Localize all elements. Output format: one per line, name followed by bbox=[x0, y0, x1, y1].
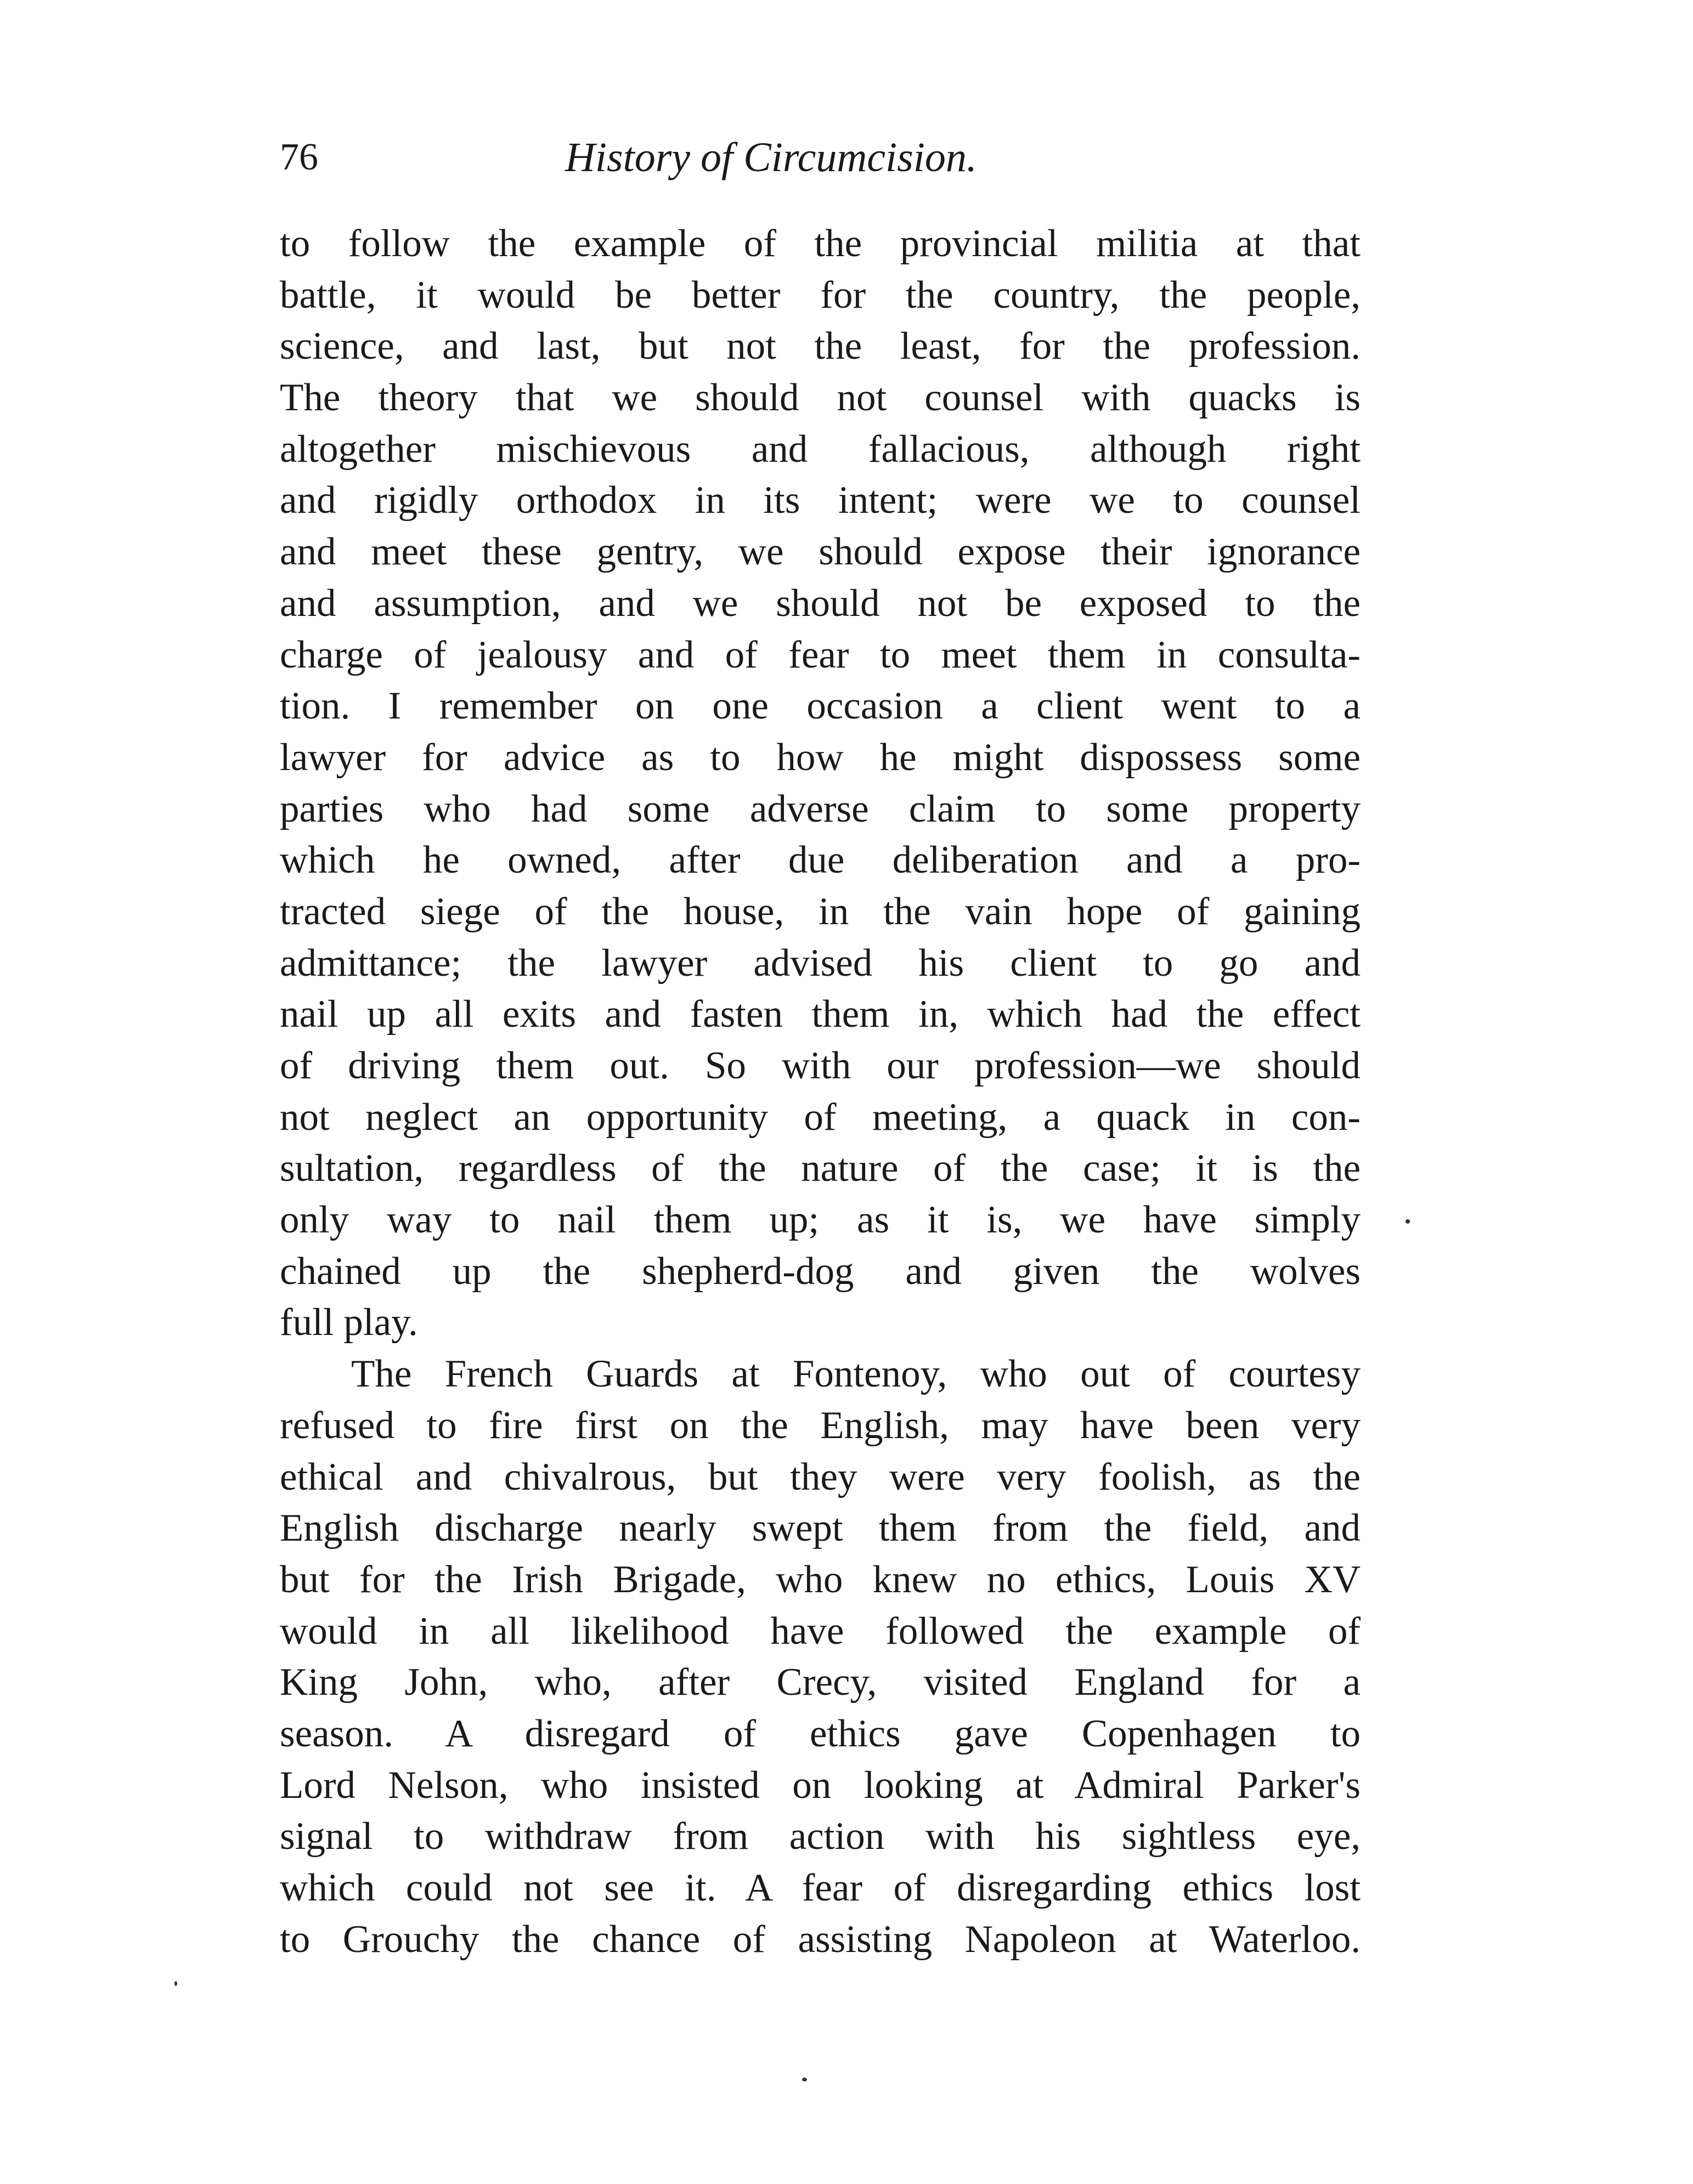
text-line: parties who had some adverse claim to some property bbox=[280, 787, 1361, 830]
text-line: King John, who, after Crecy, visited England for a bbox=[280, 1661, 1361, 1704]
text-line: chained up the shepherd-dog and given the wolves bbox=[280, 1249, 1361, 1293]
text-line: full play. bbox=[280, 1301, 418, 1344]
text-line: ethical and chivalrous, but they were very foolish, as the bbox=[280, 1455, 1361, 1498]
text-line: and assumption, and we should not be exposed to the bbox=[280, 581, 1361, 625]
ink-speck bbox=[1406, 1219, 1410, 1224]
running-title: History of Circumcision. bbox=[565, 134, 977, 180]
text-line: and meet these gentry, we should expose their ignorance bbox=[280, 530, 1361, 574]
text-line: tracted siege of the house, in the vain hope of gaining bbox=[280, 890, 1361, 933]
ink-speck bbox=[174, 1981, 177, 1986]
text-line: which could not see it. A fear of disregarding ethics lost bbox=[280, 1866, 1361, 1909]
text-line: altogether mischievous and fallacious, although right bbox=[280, 427, 1361, 471]
text-line: not neglect an opportunity of meeting, a quack in con- bbox=[280, 1095, 1361, 1139]
text-line: to Grouchy the chance of assisting Napoleon at Waterloo. bbox=[280, 1917, 1361, 1961]
text-line: admittance; the lawyer advised his client to go and bbox=[280, 941, 1361, 985]
text-line: would in all likelihood have followed the example of bbox=[280, 1609, 1361, 1653]
page-number: 76 bbox=[280, 136, 318, 178]
text-line: The theory that we should not counsel with quacks is bbox=[280, 376, 1361, 420]
text-line: Lord Nelson, who insisted on looking at Admiral Parker's bbox=[280, 1763, 1361, 1807]
paragraph-2 bbox=[280, 1349, 1361, 1965]
text-line: tion. I remember on one occasion a client went to a bbox=[280, 684, 1361, 728]
text-line: and rigidly orthodox in its intent; were we to counsel bbox=[280, 479, 1361, 522]
text-line: The French Guards at Fontenoy, who out of courtesy bbox=[351, 1353, 1361, 1396]
text-line: lawyer for advice as to how he might dispossess some bbox=[280, 735, 1361, 779]
text-line: nail up all exits and fasten them in, which had the effect bbox=[280, 993, 1361, 1036]
text-line: charge of jealousy and of fear to meet them in consulta- bbox=[280, 633, 1361, 676]
text-line: of driving them out. So with our profession—we should bbox=[280, 1044, 1361, 1087]
text-line: but for the Irish Brigade, who knew no ethics, Louis XV bbox=[280, 1558, 1361, 1601]
paragraph-1 bbox=[280, 218, 1361, 1349]
text-line: sultation, regardless of the nature of the case; it is the bbox=[280, 1147, 1361, 1190]
text-line: signal to withdraw from action with his sightless eye, bbox=[280, 1815, 1361, 1858]
text-line: which he owned, after due deliberation and a pro- bbox=[280, 839, 1361, 882]
body-text bbox=[280, 218, 1361, 1965]
text-line: to follow the example of the provincial militia at that bbox=[280, 222, 1361, 265]
running-head bbox=[280, 127, 1377, 188]
text-line: season. A disregard of ethics gave Copenhagen to bbox=[280, 1712, 1361, 1755]
text-line: refused to fire first on the English, may have been very bbox=[280, 1404, 1361, 1447]
ink-speck bbox=[802, 2078, 807, 2081]
text-line: English discharge nearly swept them from the field, and bbox=[280, 1507, 1361, 1550]
text-line: science, and last, but not the least, for the profession. bbox=[280, 325, 1361, 368]
text-line: battle, it would be better for the country, the people, bbox=[280, 273, 1361, 316]
text-line: only way to nail them up; as it is, we have simply bbox=[280, 1198, 1361, 1242]
